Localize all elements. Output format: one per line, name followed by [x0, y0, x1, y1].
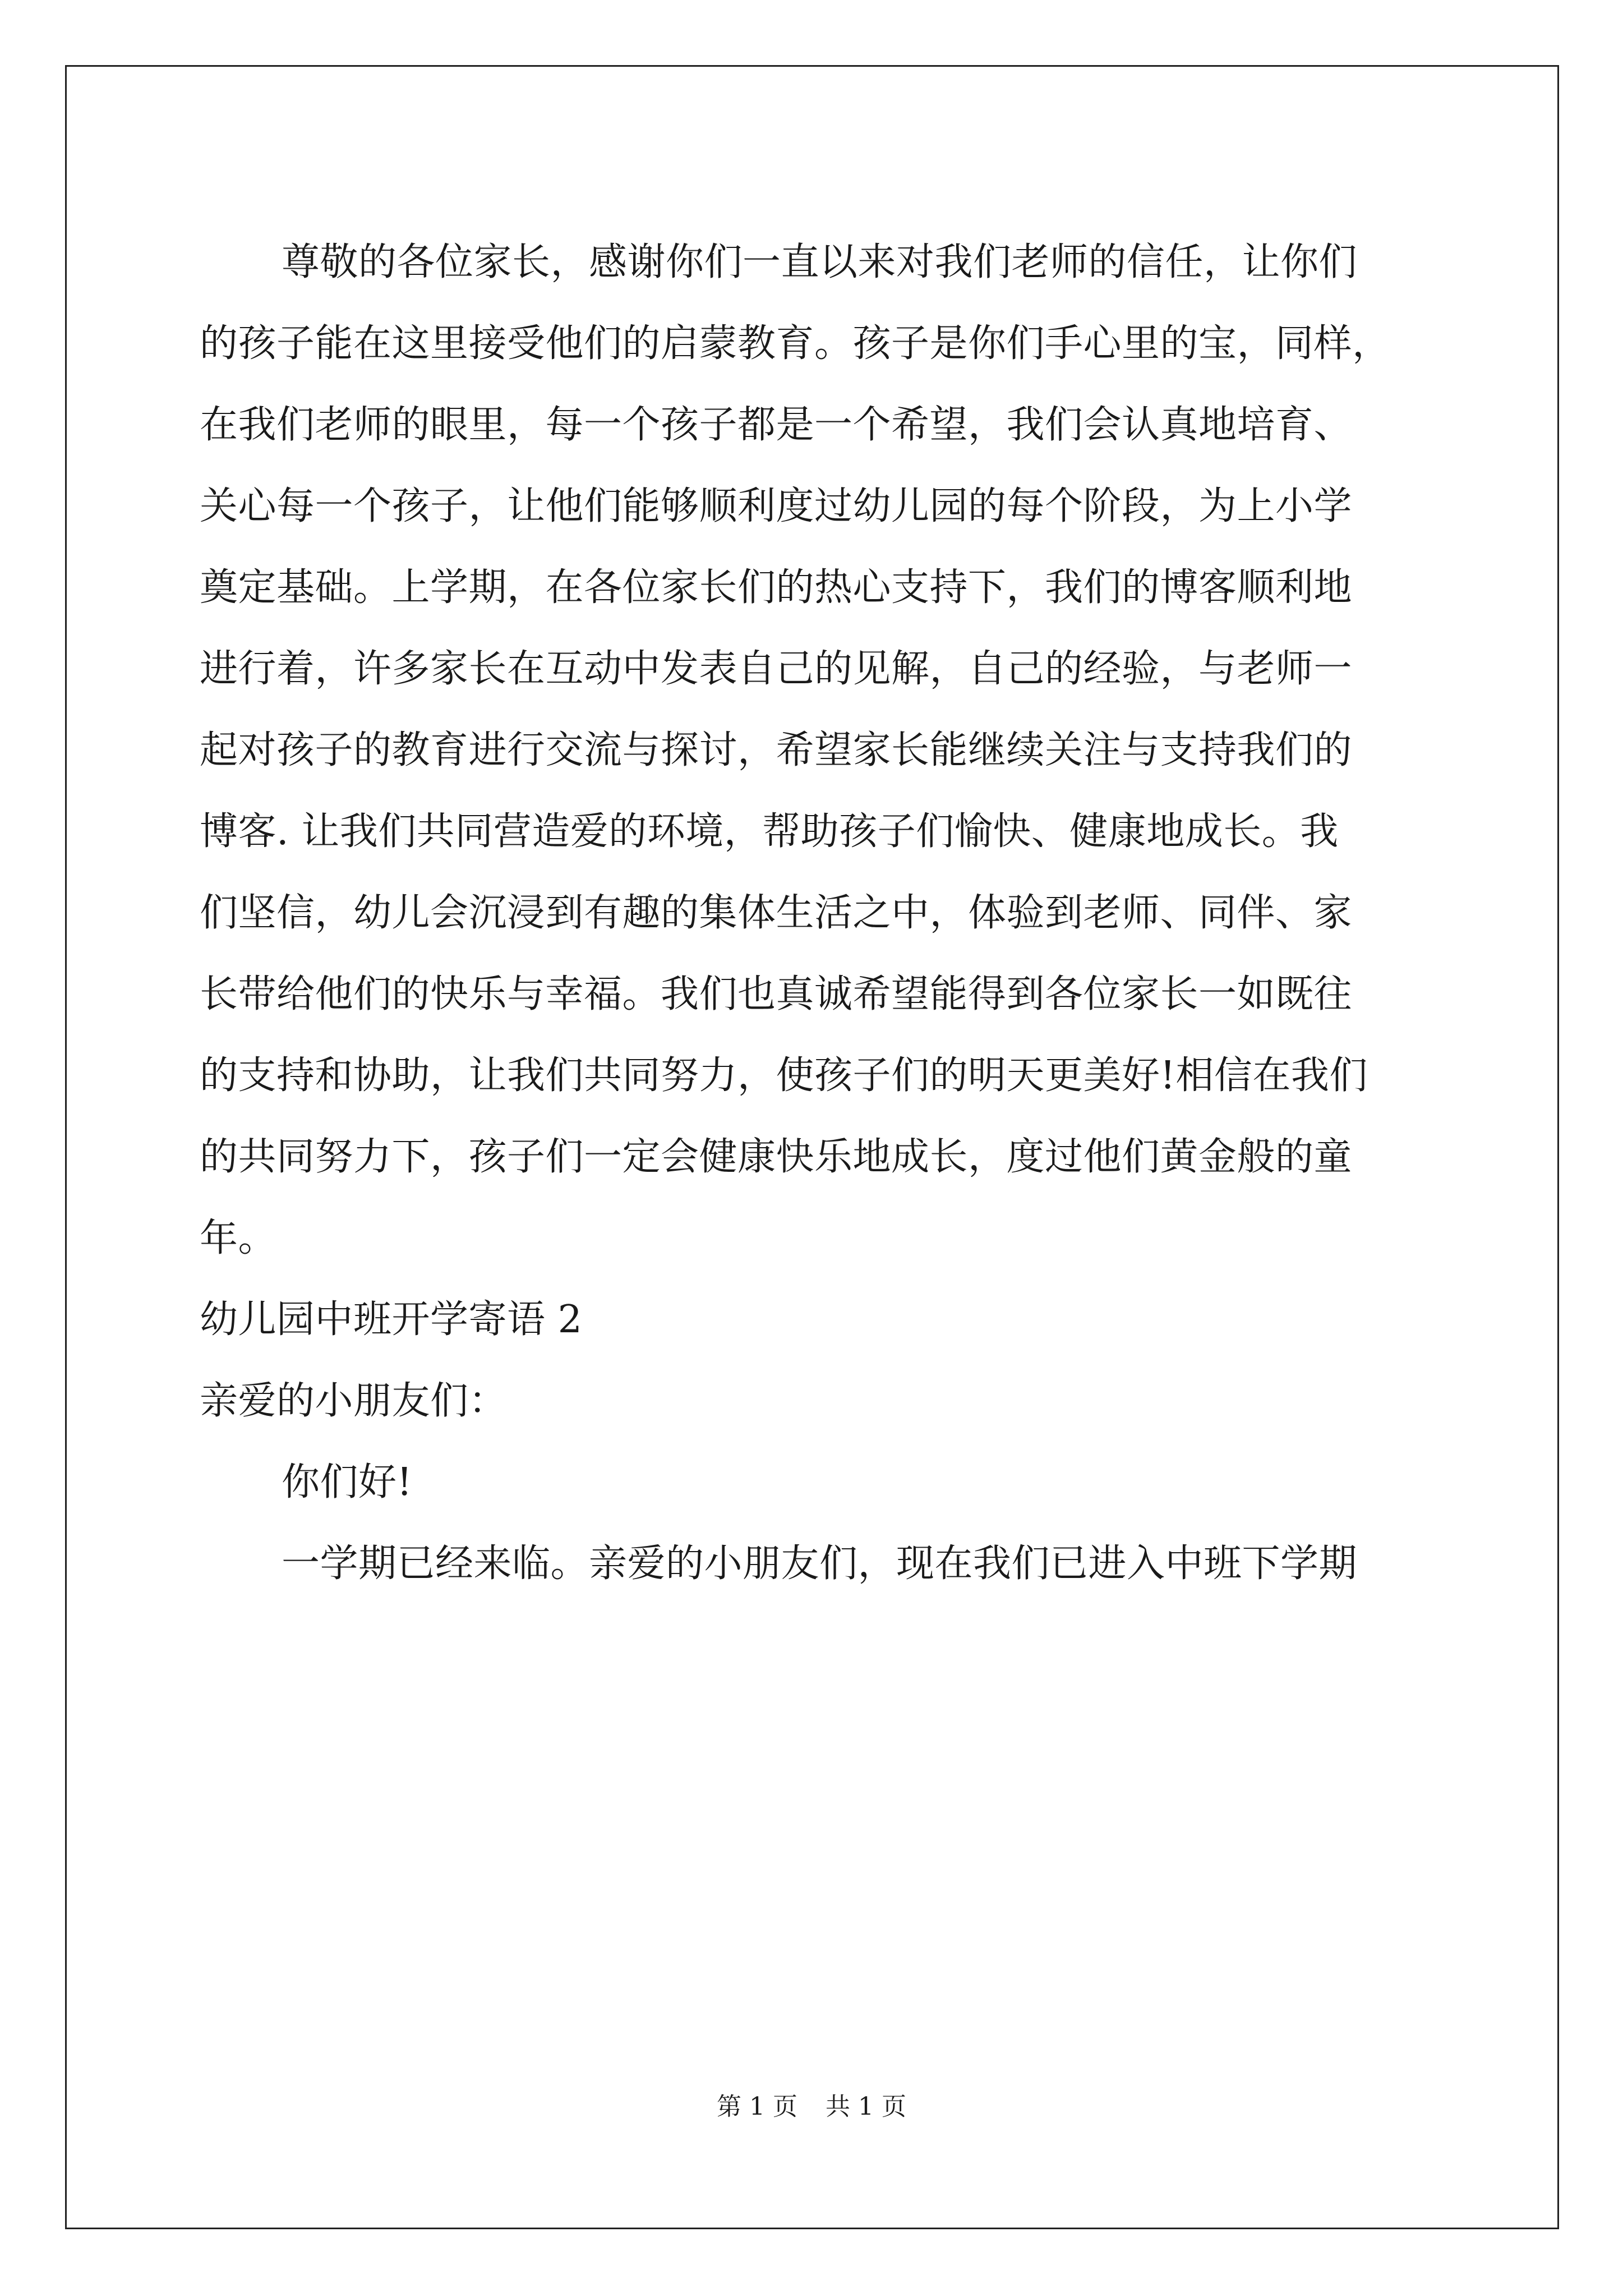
paragraph-1-line-13: 年。 [200, 1216, 277, 1260]
paragraph-1-line-2: 的孩子能在这里接受他们的启蒙教育。孩子是你们手心里的宝，同样， [200, 321, 1391, 366]
paragraph-1-line-11: 的支持和协助，让我们共同努力，使孩子们的明天更美好!相信在我们 [200, 1053, 1368, 1098]
paragraph-1-line-4: 关心每一个孩子，让他们能够顺利度过幼儿园的每个阶段，为上小学 [200, 484, 1353, 528]
paragraph-1-line-3: 在我们老师的眼里，每一个孩子都是一个希望，我们会认真地培育、 [200, 403, 1353, 447]
paragraph-1-line-7: 起对孩子的教育进行交流与探讨，希望家长能继续关注与支持我们的 [200, 728, 1353, 772]
paragraph-1-line-10: 长带给他们的快乐与幸福。我们也真诚希望能得到各位家长一如既往 [200, 972, 1353, 1016]
paragraph-1-line-1: 尊敬的各位家长，感谢你们一直以来对我们老师的信任，让你们 [282, 240, 1358, 284]
paragraph-1-line-5: 奠定基础。上学期，在各位家长们的热心支持下，我们的博客顺利地 [200, 565, 1353, 610]
page-total: 共 1 页 [826, 2092, 906, 2121]
page-footer [0, 2090, 1623, 2124]
paragraph-1-line-6: 进行着，许多家长在互动中发表自己的见解，自己的经验，与老师一 [200, 647, 1353, 691]
paragraph-2-line-1: 一学期已经来临。亲爱的小朋友们，现在我们已进入中班下学期 [282, 1542, 1358, 1586]
greeting: 你们好! [282, 1460, 413, 1504]
salutation: 亲爱的小朋友们： [200, 1379, 508, 1423]
paragraph-1-line-12: 的共同努力下，孩子们一定会健康快乐地成长，度过他们黄金般的童 [200, 1135, 1353, 1179]
paragraph-1-line-9: 们坚信，幼儿会沉浸到有趣的集体生活之中，体验到老师、同伴、家 [200, 891, 1353, 935]
page-number: 第 1 页 [717, 2092, 797, 2121]
document-body [200, 222, 1433, 1604]
section-heading: 幼儿园中班开学寄语 2 [200, 1297, 583, 1342]
paragraph-1-line-8: 博客. 让我们共同营造爱的环境，帮助孩子们愉快、健康地成长。我 [200, 809, 1339, 854]
